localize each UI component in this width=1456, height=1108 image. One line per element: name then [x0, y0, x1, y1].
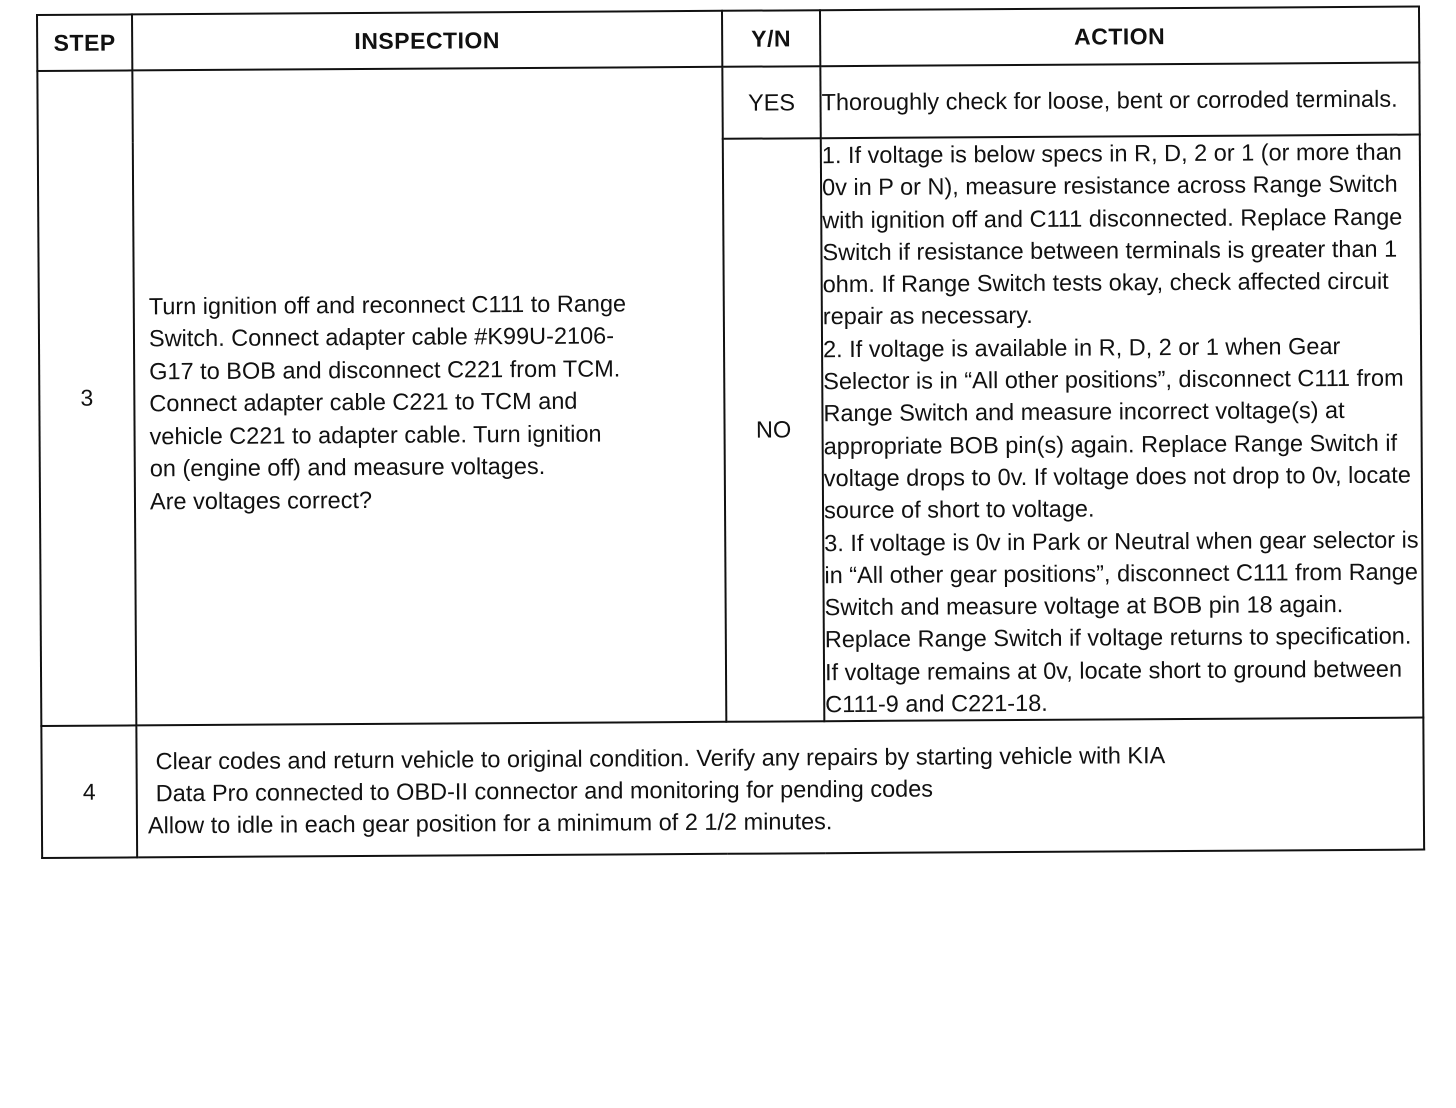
header-inspection: INSPECTION	[132, 11, 722, 71]
step-4-line: Data Pro connected to OBD-II connector and monitoring for pending codes	[155, 775, 934, 807]
step-4-number: 4	[41, 726, 137, 859]
step-3-yes-label: YES	[722, 66, 820, 139]
header-action: ACTION	[820, 7, 1419, 67]
no-action-item: 2. If voltage is available in R, D, 2 or 1 when Gear Selector is in “All other positions”, disconnect C111 from Range Switch and measure incorrect voltage(s) at appropriate BOB pin(s) again. Replace Range Switch if voltage drops to 0v. If voltage does not drop to 0v, locate source of short to voltage.	[822, 332, 1411, 524]
diagnostic-procedure-page	[36, 6, 1426, 1068]
step-3-yes-row	[37, 63, 1419, 143]
step-4-line: Clear codes and return vehicle to original condition. Verify any repairs by starting vehicle with KIA	[155, 742, 1166, 775]
step-4-row	[41, 718, 1424, 858]
step-4-line: Allow to idle in each gear position for a minimum of 2 1/2 minutes.	[147, 808, 833, 839]
step-3-inspection-cell	[132, 67, 726, 726]
step-4-text	[137, 734, 1423, 842]
step-4-text-cell	[136, 718, 1424, 858]
header-yn: Y/N	[722, 10, 820, 67]
step-3-no-action	[821, 135, 1424, 722]
no-action-item: 1. If voltage is below specs in R, D, 2 or 1 (or more than 0v in P or N), measure resistance across Range Switch with ignition off and C111 disconnected. Replace Range Switch if resistance between terminals is greater than 1 ohm. If Range Switch tests okay, check affected circuit repair as necessary.	[821, 138, 1403, 330]
step-3-number: 3	[37, 70, 136, 726]
diagnostic-table	[36, 6, 1425, 860]
header-row	[37, 7, 1419, 71]
step-3-yes-action: Thoroughly check for loose, bent or corroded terminals.	[820, 63, 1419, 139]
step-3-inspection-text: Turn ignition off and reconnect C111 to Range Switch. Connect adapter cable #K99U-2106- G17 to BOB and disconnect C221 from TCM. Connect adapter cable C221 to TCM and vehicle C221 to adapter cable. Turn ignition on (engine off) and measure voltages. Are voltages correct?	[148, 290, 627, 515]
header-step: STEP	[37, 14, 132, 71]
step-3-no-label: NO	[723, 138, 825, 722]
no-action-item: 3. If voltage is 0v in Park or Neutral when gear selector is in “All other gear positions”, disconnect C111 from Range Switch and measure voltage at BOB pin 18 again. Replace Range Switch if voltage returns to specification. If voltage remains at 0v, locate short to ground between C111-9 and C221-18.	[824, 526, 1419, 718]
